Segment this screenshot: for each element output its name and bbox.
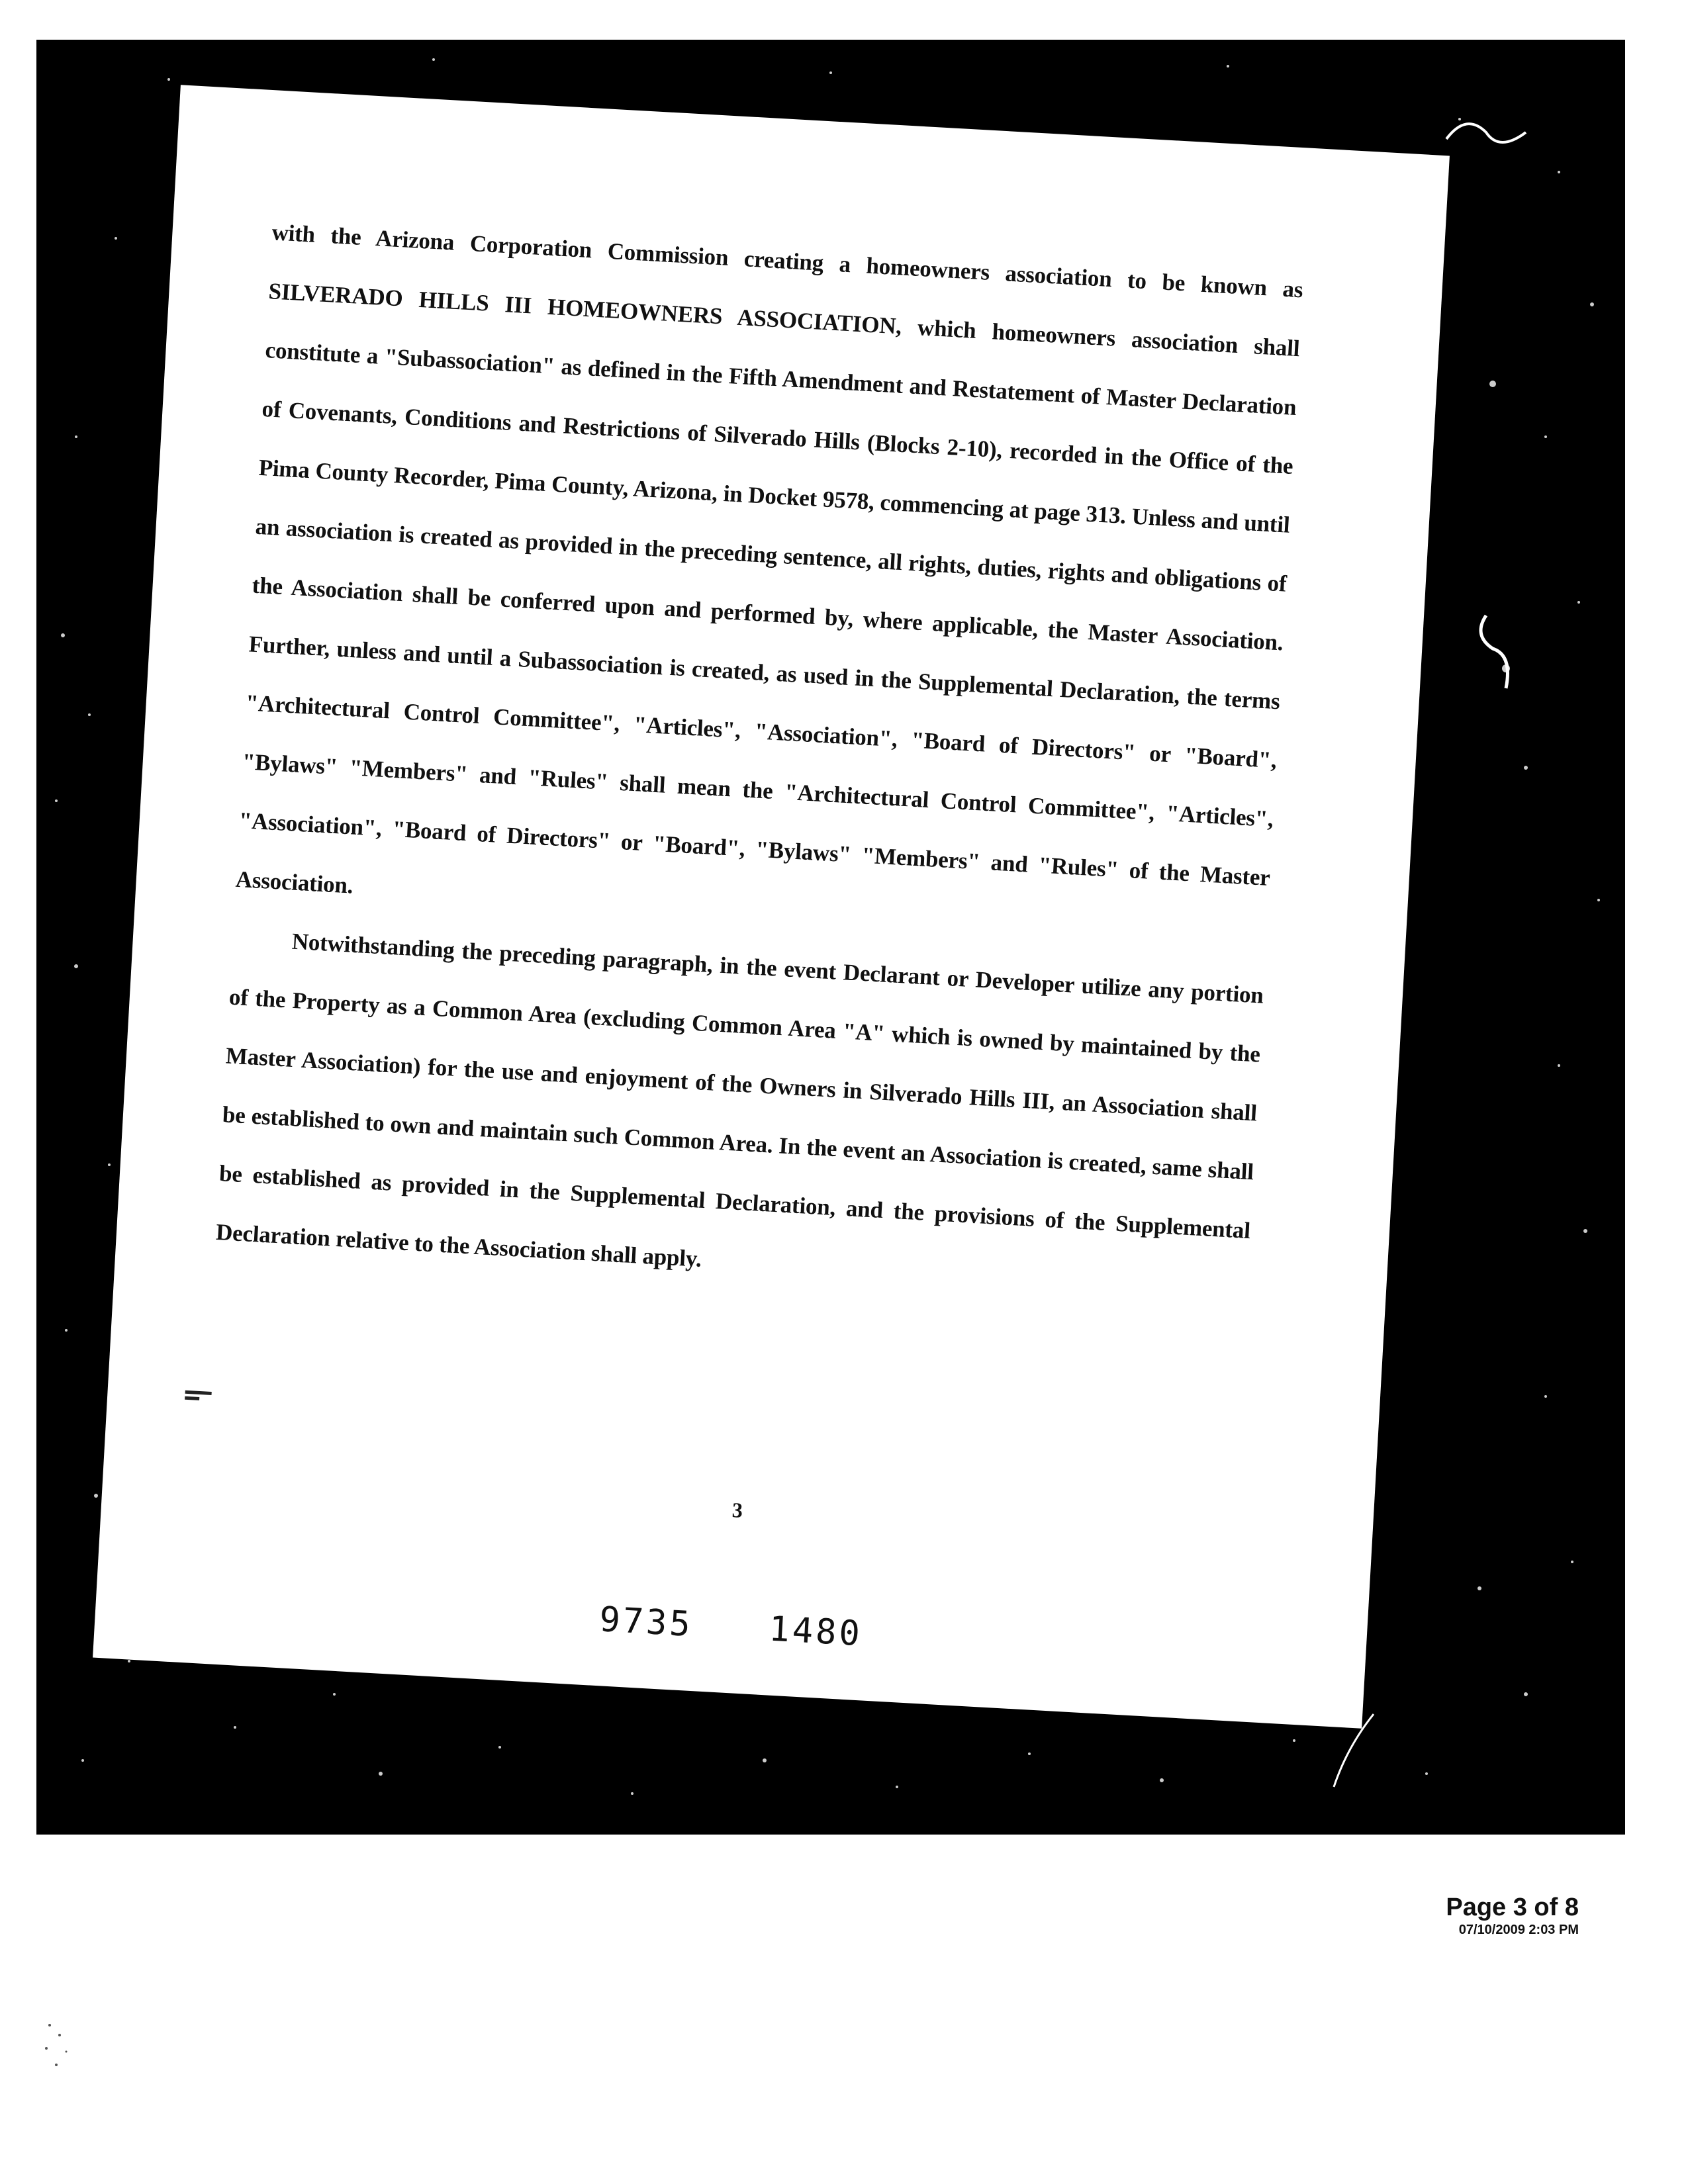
page-number: 3 xyxy=(731,1498,744,1522)
recording-stamp xyxy=(95,1572,1366,1682)
document-body xyxy=(214,203,1305,1319)
scan-artifact xyxy=(40,2012,119,2091)
docket-number: 9735 xyxy=(598,1600,694,1645)
paragraph-2: Notwithstanding the preceding paragraph, in the event Declarant or Developer utilize any portion of the Property as a Common Area (excluding Common Area "A" which is owned by maintained by the Master Association) for the use and enjoyment of the Owners in Silverado Hills III, an Association shall be established to own and maintain such Common Area. In the event an Association is created, same shall be established as provided in the Supplemental Declaration, and the provisions of the Supplemental Declaration relative to the Association shall apply. xyxy=(215,928,1264,1272)
scanned-image xyxy=(36,40,1625,1835)
page-count-label: Page 3 of 8 xyxy=(1446,1893,1579,1921)
print-footer xyxy=(1446,1893,1579,1938)
recorded-page-number: 1480 xyxy=(768,1609,864,1655)
initials-stamp-icon xyxy=(183,1388,224,1406)
document-sheet xyxy=(93,85,1450,1728)
paragraph-1: with the Arizona Corporation Commission creating a homeowners association to be known as SILVERADO HILLS III HOMEOWNERS ASSOCIATION, which homeowners association shall constitute a "Subassociation" as defined in the Fifth Amendment and Restatement of Master Declaration of Covenants, Conditions and Restrictions of Silverado Hills (Blocks 2-10), recorded in the Office of the Pima County Recorder, Pima County, Arizona, in Docket 9578, commencing at page 313. Unless and until an association is created as provided in the preceding sentence, all rights, duties, rights and obligations of the Association shall be conferred upon and performed by, where applicable, the Master Association. Further, unless and until a Subassociation is created, as used in the Supplemental Declaration, the terms "Architectural Control Committee", "Articles", "Association", "Board of Directors" or "Board", "Bylaws" "Members" and "Rules" shall mean the "Architectural Control Committee", "Articles", "Association", "Board of Directors" or "Board", "Bylaws" "Members" and "Rules" of the Master Association. xyxy=(234,219,1304,899)
print-timestamp: 07/10/2009 2:03 PM xyxy=(1458,1923,1579,1937)
